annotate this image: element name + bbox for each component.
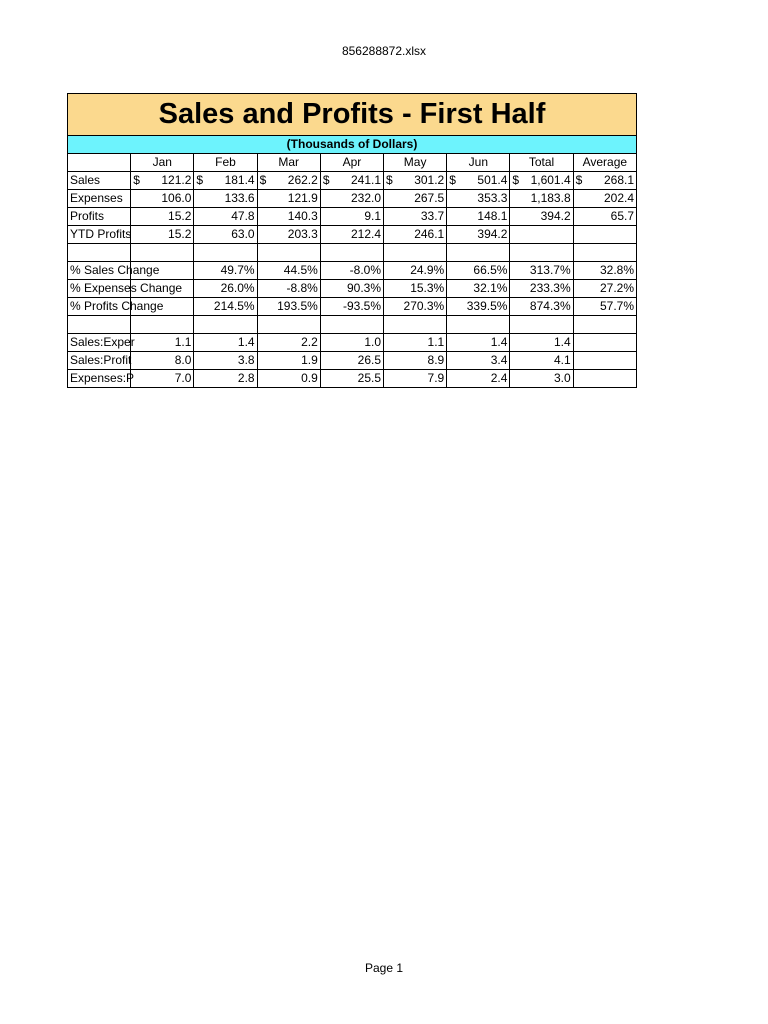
row-label-pct-expenses[interactable]: % Expenses Change xyxy=(68,280,131,298)
table-cell[interactable]: 1,183.8 xyxy=(510,190,573,208)
currency-symbol: $ xyxy=(575,173,583,187)
cell-value: 181.4 xyxy=(224,173,255,187)
table-cell[interactable] xyxy=(131,244,194,262)
table-cell[interactable] xyxy=(131,316,194,334)
table-cell[interactable]: 15.2 xyxy=(131,208,194,226)
table-row-expenses xyxy=(68,190,637,208)
table-cell[interactable]: 24.9% xyxy=(384,262,447,280)
currency-symbol: $ xyxy=(449,173,456,187)
table-cell[interactable]: 233.3% xyxy=(510,280,573,298)
table-cell[interactable]: 133.6 xyxy=(194,190,257,208)
table-cell[interactable] xyxy=(384,316,447,334)
table-cell[interactable]: 65.7 xyxy=(573,208,636,226)
cell-value: 121.2 xyxy=(161,173,192,187)
sheet-subtitle[interactable]: (Thousands of Dollars) xyxy=(68,136,637,154)
table-cell[interactable]: 339.5% xyxy=(447,298,510,316)
currency-symbol: $ xyxy=(512,173,520,187)
table-cell[interactable]: 1.1 xyxy=(131,334,194,352)
table-cell[interactable] xyxy=(257,316,320,334)
table-cell[interactable]: -93.5% xyxy=(320,298,383,316)
table-cell[interactable] xyxy=(447,172,510,190)
table-cell[interactable]: -8.0% xyxy=(320,262,383,280)
table-cell[interactable]: 2.4 xyxy=(447,370,510,388)
table-cell[interactable]: 193.5% xyxy=(257,298,320,316)
row-label-sales-expenses[interactable]: Sales:Exper xyxy=(68,334,131,352)
table-cell[interactable]: 33.7 xyxy=(384,208,447,226)
table-cell[interactable]: 57.7% xyxy=(573,298,636,316)
table-cell[interactable]: 1.4 xyxy=(510,334,573,352)
table-cell[interactable]: 7.0 xyxy=(131,370,194,388)
table-cell[interactable] xyxy=(68,316,131,334)
column-header-apr[interactable]: Apr xyxy=(320,154,383,172)
column-header-average[interactable]: Average xyxy=(573,154,636,172)
table-cell[interactable]: 8.0 xyxy=(131,352,194,370)
column-header-mar[interactable]: Mar xyxy=(257,154,320,172)
table-cell[interactable]: 2.2 xyxy=(257,334,320,352)
table-cell[interactable]: 353.3 xyxy=(447,190,510,208)
table-row-pct-expenses xyxy=(68,280,637,298)
table-row-sales-expenses xyxy=(68,334,637,352)
column-header-jun[interactable]: Jun xyxy=(447,154,510,172)
table-cell[interactable] xyxy=(573,316,636,334)
table-cell[interactable]: 1.4 xyxy=(447,334,510,352)
table-cell[interactable] xyxy=(510,172,573,190)
table-cell[interactable]: 15.2 xyxy=(131,226,194,244)
table-cell[interactable]: 3.8 xyxy=(194,352,257,370)
table-cell[interactable]: 44.5% xyxy=(257,262,320,280)
table-cell[interactable]: 49.7% xyxy=(194,262,257,280)
table-cell[interactable] xyxy=(447,316,510,334)
table-cell[interactable] xyxy=(573,370,636,388)
currency-symbol: $ xyxy=(322,173,330,187)
spreadsheet-table xyxy=(67,93,637,388)
table-cell[interactable]: 32.8% xyxy=(573,262,636,280)
cell-value: 301.2 xyxy=(414,173,445,187)
table-cell[interactable]: 212.4 xyxy=(320,226,383,244)
table-cell[interactable]: 27.2% xyxy=(573,280,636,298)
cell-value: 262.2 xyxy=(287,173,318,187)
table-row-blank xyxy=(68,244,637,262)
table-cell[interactable] xyxy=(573,352,636,370)
table-cell[interactable]: 66.5% xyxy=(447,262,510,280)
sheet-title[interactable]: Sales and Profits - First Half xyxy=(68,94,637,136)
table-cell[interactable]: 394.2 xyxy=(510,208,573,226)
table-cell[interactable] xyxy=(573,334,636,352)
cell-value: 1,601.4 xyxy=(530,173,571,187)
table-cell[interactable] xyxy=(510,316,573,334)
table-cell[interactable]: 313.7% xyxy=(510,262,573,280)
table-row-pct-profits xyxy=(68,298,637,316)
table-cell[interactable]: 203.3 xyxy=(257,226,320,244)
table-cell[interactable]: 232.0 xyxy=(320,190,383,208)
row-label-pct-profits[interactable]: % Profits Change xyxy=(68,298,131,316)
table-cell[interactable]: 90.3% xyxy=(320,280,383,298)
table-cell[interactable] xyxy=(573,172,636,190)
table-cell[interactable] xyxy=(510,244,573,262)
table-cell[interactable] xyxy=(194,316,257,334)
table-cell[interactable]: 2.8 xyxy=(194,370,257,388)
row-label-expenses[interactable]: Expenses xyxy=(68,190,131,208)
cell-value: 501.4 xyxy=(477,173,508,187)
table-cell[interactable]: 874.3% xyxy=(510,298,573,316)
table-cell[interactable]: 3.0 xyxy=(510,370,573,388)
table-cell[interactable]: 15.3% xyxy=(384,280,447,298)
table-cell[interactable] xyxy=(68,244,131,262)
table-cell[interactable] xyxy=(257,244,320,262)
row-label-expenses-profits[interactable]: Expenses:P xyxy=(68,370,131,388)
table-cell[interactable] xyxy=(384,244,447,262)
column-header-feb[interactable]: Feb xyxy=(194,154,257,172)
page-number-footer: Page 1 xyxy=(364,961,404,975)
table-cell[interactable]: 47.8 xyxy=(194,208,257,226)
table-cell[interactable]: 0.9 xyxy=(257,370,320,388)
column-header-total[interactable]: Total xyxy=(510,154,573,172)
table-cell[interactable] xyxy=(573,226,636,244)
row-label-pct-sales[interactable]: % Sales Change xyxy=(68,262,131,280)
table-cell[interactable] xyxy=(447,244,510,262)
table-cell[interactable]: 25.5 xyxy=(320,370,383,388)
table-cell[interactable]: 1.9 xyxy=(257,352,320,370)
table-cell[interactable]: 3.4 xyxy=(447,352,510,370)
column-header-jan[interactable]: Jan xyxy=(131,154,194,172)
table-row-ytd-profits xyxy=(68,226,637,244)
subtitle-row xyxy=(68,136,637,154)
table-cell[interactable] xyxy=(131,172,194,190)
table-cell[interactable] xyxy=(510,226,573,244)
table-row-expenses-profits xyxy=(68,370,637,388)
row-label-ytd-profits[interactable]: YTD Profits xyxy=(68,226,131,244)
currency-symbol: $ xyxy=(196,173,204,187)
table-cell[interactable]: 32.1% xyxy=(447,280,510,298)
table-cell[interactable]: 202.4 xyxy=(573,190,636,208)
table-cell[interactable]: 8.9 xyxy=(384,352,447,370)
table-cell[interactable]: 267.5 xyxy=(384,190,447,208)
table-row-pct-sales xyxy=(68,262,637,280)
table-cell[interactable]: 63.0 xyxy=(194,226,257,244)
column-header-row xyxy=(68,154,637,172)
row-label-sales-profits[interactable]: Sales:Profit xyxy=(68,352,131,370)
table-row-sales xyxy=(68,172,637,190)
table-cell[interactable] xyxy=(194,172,257,190)
table-cell[interactable]: 7.9 xyxy=(384,370,447,388)
table-cell[interactable]: 1.0 xyxy=(320,334,383,352)
table-cell[interactable]: 394.2 xyxy=(447,226,510,244)
table-cell[interactable]: 270.3% xyxy=(384,298,447,316)
table-cell[interactable]: 4.1 xyxy=(510,352,573,370)
table-cell[interactable] xyxy=(320,244,383,262)
table-cell[interactable]: 140.3 xyxy=(257,208,320,226)
table-row-blank xyxy=(68,316,637,334)
row-label-sales[interactable]: Sales xyxy=(68,172,131,190)
table-row-sales-profits xyxy=(68,352,637,370)
table-cell[interactable] xyxy=(384,172,447,190)
table-cell[interactable]: -8.8% xyxy=(257,280,320,298)
table-cell[interactable] xyxy=(573,244,636,262)
table-cell[interactable] xyxy=(320,316,383,334)
cell-value: 241.1 xyxy=(350,173,382,187)
table-cell[interactable]: 246.1 xyxy=(384,226,447,244)
table-cell[interactable] xyxy=(194,244,257,262)
currency-symbol: $ xyxy=(133,173,140,187)
table-cell[interactable]: 121.9 xyxy=(257,190,320,208)
file-name-header: 856288872.xlsx xyxy=(341,44,427,58)
column-header-cell[interactable] xyxy=(68,154,131,172)
table-cell[interactable] xyxy=(257,172,320,190)
table-cell[interactable] xyxy=(320,172,383,190)
table-cell[interactable]: 106.0 xyxy=(131,190,194,208)
column-header-may[interactable]: May xyxy=(384,154,447,172)
table-cell[interactable]: 1.1 xyxy=(384,334,447,352)
table-cell[interactable]: 26.5 xyxy=(320,352,383,370)
table-cell[interactable]: 214.5% xyxy=(194,298,257,316)
table-cell[interactable]: 26.0% xyxy=(194,280,257,298)
table-cell[interactable]: 9.1 xyxy=(320,208,383,226)
currency-symbol: $ xyxy=(259,173,267,187)
currency-symbol: $ xyxy=(386,173,393,187)
table-cell[interactable]: 1.4 xyxy=(194,334,257,352)
table-row-profits xyxy=(68,208,637,226)
row-label-profits[interactable]: Profits xyxy=(68,208,131,226)
title-row xyxy=(68,94,637,136)
table-cell[interactable]: 148.1 xyxy=(447,208,510,226)
cell-value: 268.1 xyxy=(603,173,634,187)
